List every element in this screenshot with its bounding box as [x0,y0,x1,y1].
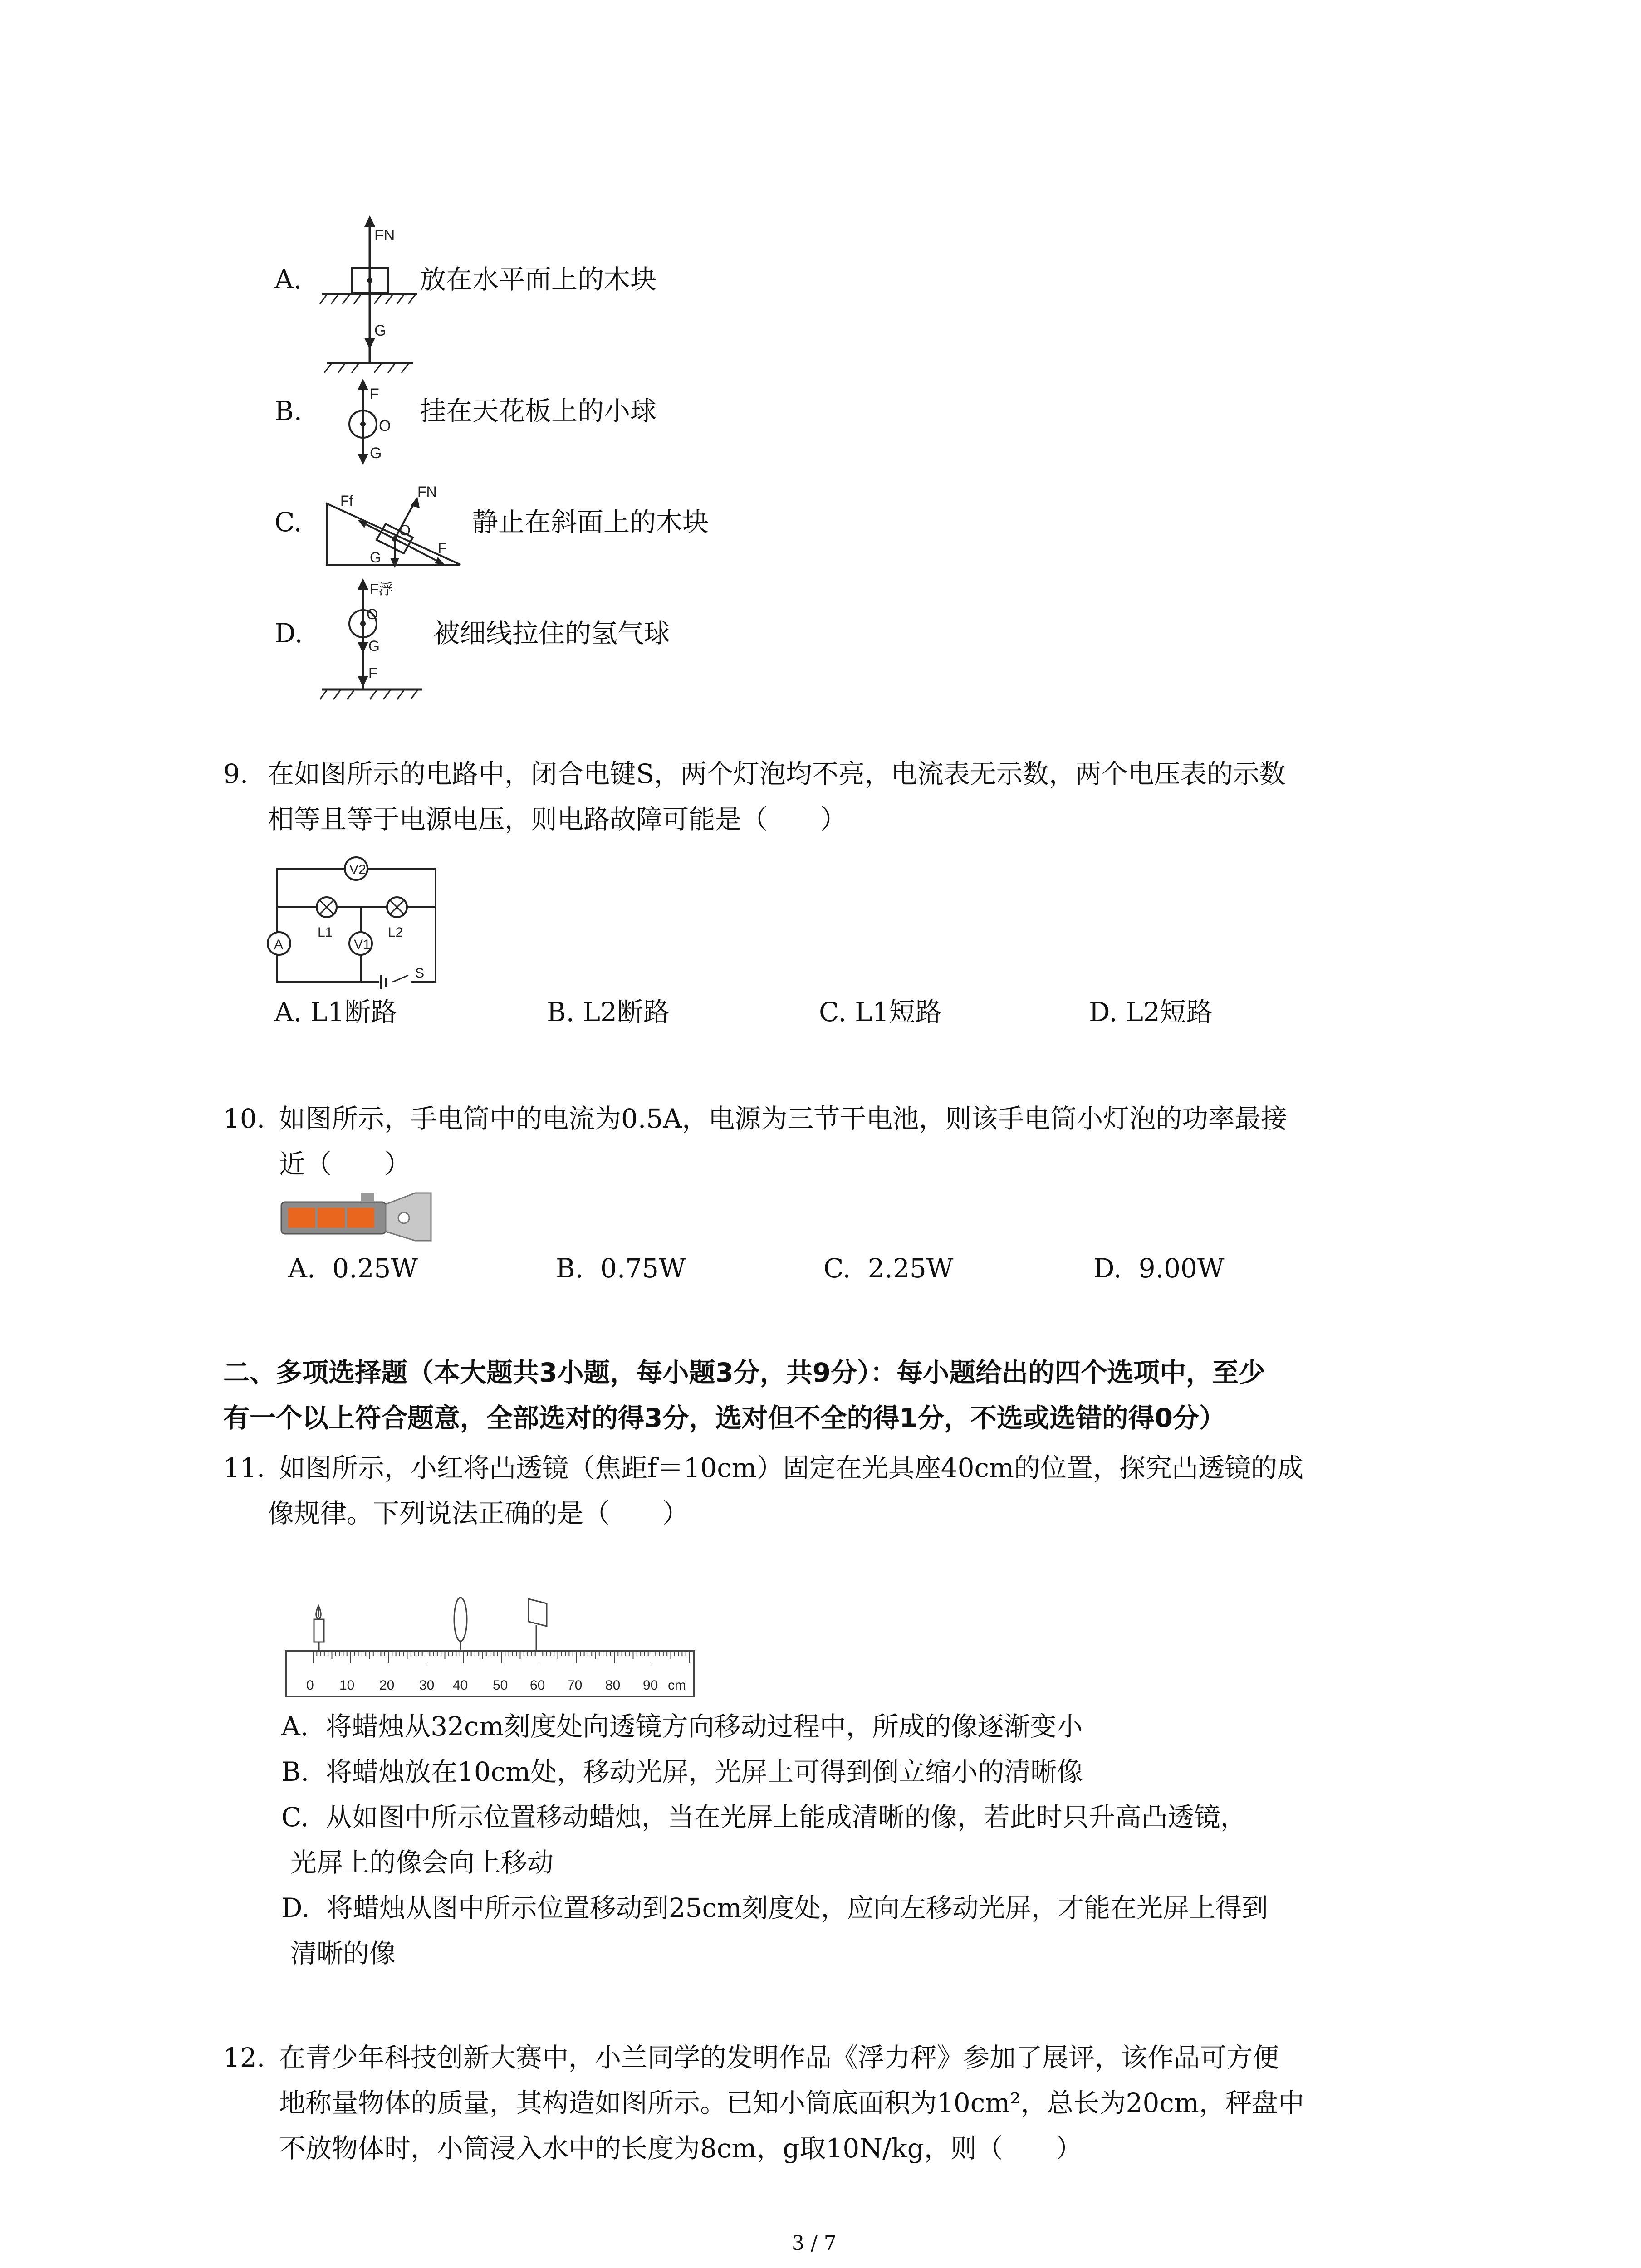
q9-stem-line1: 在如图所示的电路中，闭合电键S，两个灯泡均不亮，电流表无示数，两个电压表的示数 [268,758,1286,789]
ruler-tick-80: 80 [605,1678,621,1693]
q12-stem-line2: 地称量物体的质量，其构造如图所示。已知小筒底面积为10cm²，总长为20cm，秤盘中 [279,2087,1304,2118]
q9-option-c: C. L1短路 [819,997,942,1027]
q9-option-d: D. L2短路 [1089,997,1213,1027]
q10-option-b: B. 0.75W [556,1253,686,1284]
ruler-tick-50: 50 [493,1678,508,1693]
q8-c-label-f: F [438,540,447,557]
q11-option-b: B. 将蜡烛放在10cm处，移动光屏，光屏上可得到倒立缩小的清晰像 [281,1756,1083,1787]
q8-d-label-o: O [367,606,378,622]
ruler-unit-cm: cm [668,1678,686,1693]
q9-label-s: S [415,966,425,981]
q8-option-d-text: 被细线拉住的氢气球 [433,618,671,649]
q11-option-d-line2: 清晰的像 [290,1938,396,1969]
q8-a-force-diagram [313,213,426,376]
q9-label-a: A [274,937,284,952]
q8-option-a-letter: A. [274,264,302,295]
q12-stem-line3: 不放物体时，小筒浸入水中的长度为8cm，g取10N/kg，则（ ） [279,2133,1082,2164]
q8-b-label-g: G [370,445,382,462]
q8-d-label-g: G [368,638,380,654]
q9-circuit-diagram [265,853,447,989]
q11-stem-line1: 如图所示，小红将凸透镜（焦距f＝10cm）固定在光具座40cm的位置，探究凸透镜的成 [279,1452,1304,1483]
q8-option-b-text: 挂在天花板上的小球 [420,396,657,426]
q8-c-incline-diagram [318,481,472,572]
ruler-tick-20: 20 [379,1678,395,1693]
q10-stem-line2: 近（ ） [279,1149,411,1179]
q9-label-v2: V2 [349,862,366,877]
q11-option-d-line1: D. 将蜡烛从图中所示位置移动到25cm刻度处，应向左移动光屏，才能在光屏上得到 [281,1892,1269,1923]
ruler-tick-90: 90 [643,1678,658,1693]
q11-option-c-line1: C. 从如图中所示位置移动蜡烛，当在光屏上能成清晰的像，若此时只升高凸透镜， [281,1802,1247,1833]
ruler-tick-10: 10 [339,1678,355,1693]
q12-number: 12. [223,2042,265,2073]
q8-b-label-o: O [379,417,391,435]
q8-d-label-fbuoy: F浮 [370,581,393,597]
ruler-tick-0: 0 [306,1678,314,1693]
ruler-tick-30: 30 [419,1678,435,1693]
section2-heading-line1: 二、多项选择题（本大题共3小题，每小题3分，共9分）：每小题给出的四个选项中，至少 [223,1357,1265,1388]
ruler-tick-40: 40 [453,1678,468,1693]
section2-heading-line2: 有一个以上符合题意，全部选对的得3分，选对但不全的得1分，不选或选错的得0分） [223,1403,1226,1433]
q8-c-label-ff: Ff [340,493,353,509]
q9-option-b: B. L2断路 [547,997,670,1027]
q12-stem-line1: 在青少年科技创新大赛中，小兰同学的发明作品《浮力秤》参加了展评，该作品可方便 [279,2042,1279,2073]
q9-option-a: A. L1断路 [274,997,397,1027]
q8-d-balloon-diagram [313,574,431,701]
q8-c-label-fn: FN [417,484,437,500]
q8-a-label-g: G [374,322,387,339]
q11-stem-line2: 像规律。下列说法正确的是（ ） [268,1498,689,1529]
q8-option-c-text: 静止在斜面上的木块 [472,507,709,538]
q11-option-a: A. 将蜡烛从32cm刻度处向透镜方向移动过程中，所成的像逐渐变小 [281,1711,1083,1742]
q9-stem-line2: 相等且等于电源电压，则电路故障可能是（ ） [268,804,847,835]
q11-option-c-line2: 光屏上的像会向上移动 [290,1847,554,1878]
q9-label-l1: L1 [318,925,333,940]
q8-option-a-text: 放在水平面上的木块 [420,264,657,295]
q10-flashlight-image [279,1191,442,1241]
q8-c-label-o: O [399,522,411,538]
ruler-tick-60: 60 [530,1678,545,1693]
page-number: 3 / 7 [792,2232,837,2255]
q11-optical-bench [281,1597,699,1701]
q10-stem-line1: 如图所示，手电筒中的电流为0.5A，电源为三节干电池，则该手电筒小灯泡的功率最接 [279,1103,1288,1134]
q8-a-label-fn: FN [374,227,395,244]
q9-label-v1: V1 [354,937,371,952]
q8-d-label-f: F [368,665,377,681]
q8-option-c-letter: C. [274,507,302,538]
q8-option-d-letter: D. [274,618,303,649]
q10-option-d: D. 9.00W [1093,1253,1225,1284]
q8-c-label-g: G [370,549,381,566]
q9-number: 9. [223,758,249,789]
ruler-tick-70: 70 [567,1678,583,1693]
q8-b-label-f: F [370,386,379,403]
q11-number: 11. [223,1452,265,1483]
q10-option-a: A. 0.25W [288,1253,418,1284]
q8-b-force-diagram [336,372,404,481]
q9-label-l2: L2 [388,925,403,940]
q8-option-b-letter: B. [274,396,303,426]
q10-number: 10. [223,1103,265,1134]
q10-option-c: C. 2.25W [823,1253,954,1284]
